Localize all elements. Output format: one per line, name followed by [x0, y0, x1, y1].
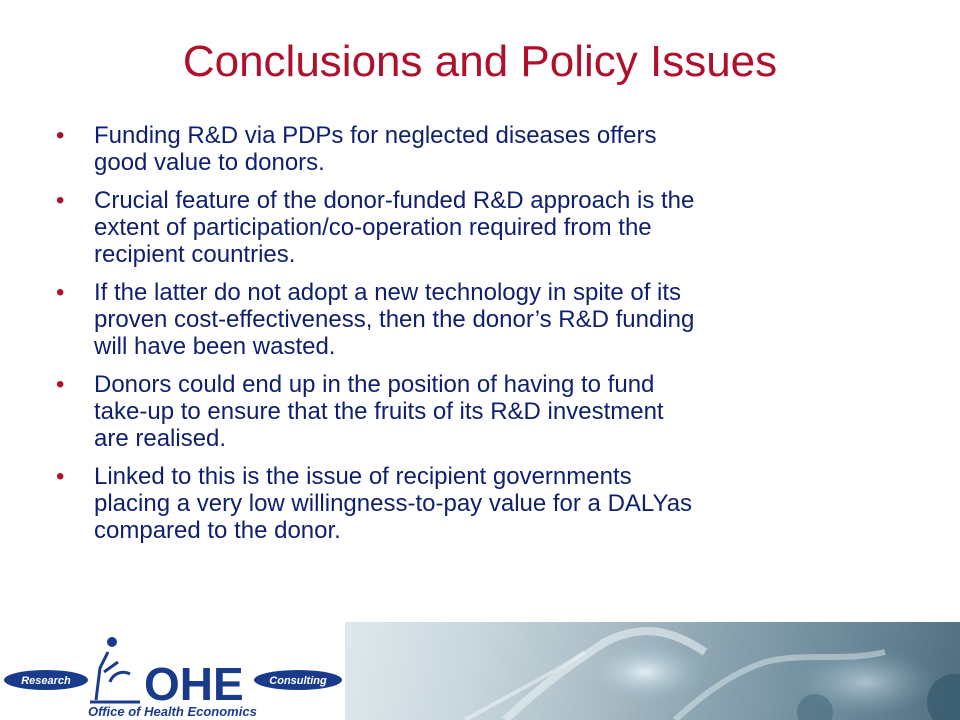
bullet-marker: • — [56, 187, 65, 214]
ohe-logo-graphic — [0, 622, 345, 720]
ohe-wordmark: OHE — [144, 658, 244, 710]
consulting-label: Consulting — [269, 675, 327, 687]
bullet-line: recipient countries. — [94, 241, 296, 268]
bullet-marker: • — [56, 371, 65, 398]
footer-banner-image — [345, 622, 960, 720]
bullet-line: proven cost-effectiveness, then the donor’s R&D funding — [94, 306, 695, 333]
bullet-line: Funding R&D via PDPs for neglected diseases offers — [94, 122, 657, 149]
org-name: Office of Health Economics — [88, 704, 257, 719]
bullet-line: extent of participation/co-operation required from the — [94, 214, 652, 241]
bullet-item — [56, 122, 916, 176]
bullet-line: will have been wasted. — [94, 333, 336, 360]
bullet-line: Crucial feature of the donor-funded R&D approach is the — [94, 187, 695, 214]
bullet-item — [56, 371, 916, 452]
bullet-marker: • — [56, 279, 65, 306]
slide-title: Conclusions and Policy Issues — [182, 37, 778, 86]
bullet-item — [56, 279, 916, 360]
microscope-icon — [90, 637, 140, 702]
bullet-line: compared to the donor. — [94, 517, 341, 544]
bullet-line: If the latter do not adopt a new technology in spite of its — [94, 279, 682, 306]
bullet-marker: • — [56, 122, 65, 149]
bullet-line: good value to donors. — [94, 149, 325, 176]
bullet-marker: • — [56, 463, 65, 490]
cells-illustration — [345, 622, 960, 720]
bullet-list — [56, 122, 916, 555]
bullet-line: Donors could end up in the position of having to fund — [94, 371, 655, 398]
footer — [0, 622, 960, 720]
bullet-item — [56, 187, 916, 268]
bullet-line: placing a very low willingness-to-pay value for a DALYas — [94, 490, 693, 517]
research-badge — [4, 670, 88, 690]
bullet-line: are realised. — [94, 425, 227, 452]
ohe-logo — [0, 622, 345, 720]
research-label: Research — [21, 675, 71, 687]
consulting-badge — [254, 670, 342, 690]
bullet-item — [56, 463, 916, 544]
bullet-line: take-up to ensure that the fruits of its R&D investment — [94, 398, 664, 425]
bullet-line: Linked to this is the issue of recipient governments — [94, 463, 632, 490]
